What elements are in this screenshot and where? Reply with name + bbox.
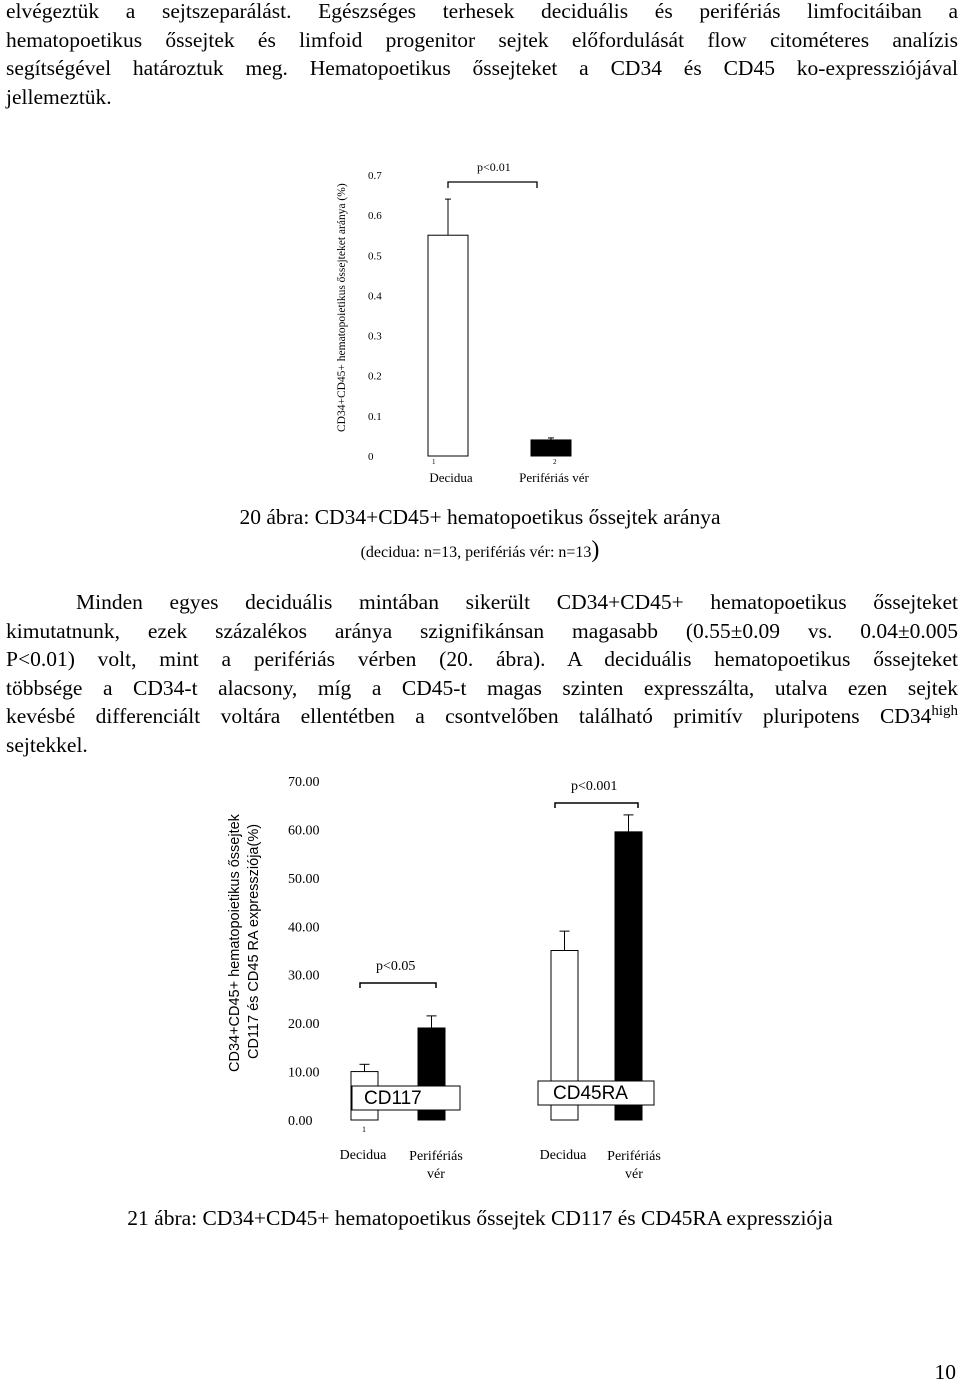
fig21-ytick-label: 30.00 [288,968,320,984]
fig21-cd45ra-significance: p<0.001 [571,779,618,794]
body-line: sejtekkel. [6,732,88,757]
fig21-ytick-label: 60.00 [288,823,320,839]
body-line: többsége a CD34-t alacsony, míg a CD45-t magas szinten expresszálta, utalva ezen sejtek [6,675,958,700]
fig21-cd45ra-group-label: CD45RA [553,1083,628,1104]
fig20-bar [531,440,571,456]
figure-20-caption: 20 ábra: CD34+CD45+ hematopoetikus őssejtek aránya [239,505,721,529]
fig21-cd117-significance: p<0.05 [376,959,416,974]
figure-21-caption: 21 ábra: CD34+CD45+ hematopoetikus őssejtek CD117 és CD45RA expressziója [127,1206,833,1230]
fig20-ylabel: CD34+CD45+ hematopoietikus őssejteket aránya (%) [336,183,348,432]
body-line5-sup: high [931,703,958,720]
body-line: kimutatnunk, ezek százalékos aránya szignifikánsan magasabb (0.55±0.09 vs. 0.04±0.005 [6,618,958,643]
fig21-ytick-label: 0.00 [288,1114,313,1129]
figure-20-subcaption-text: (decidua: n=13, perifériás vér: n=13 [360,544,592,561]
fig21-category-label: Perifériás [409,1149,463,1164]
fig21-cd117-bracket [360,983,436,988]
figure-20-chart [0,150,960,495]
fig21-category-label: Decidua [339,1148,387,1163]
fig20-category-label: Decidua [429,470,473,485]
fig20-significance: p<0.01 [477,160,511,174]
fig20-significance-bracket [448,182,537,188]
fig21-ylabel-line2: CD117 és CD45 RA expressziója(%) [246,823,262,1059]
intro-paragraph [6,0,958,111]
fig20-ytick-label: 0.3 [368,330,382,343]
body-line5-text: kevésbé differenciált voltára ellentétben a csontvelőben található primitív pluripotens CD34 [6,704,932,729]
fig21-ytick-label: 20.00 [288,1017,320,1033]
intro-line: hematopoetikus őssejtek és limfoid progenitor sejtek előfordulását flow citométeres analízis [6,27,958,52]
fig20-category-label: Perifériás vér [519,470,589,485]
fig21-category-label-cont: vér [427,1167,445,1182]
fig21-ytick-label: 40.00 [288,920,320,936]
fig21-cd117-group-label: CD117 [364,1088,422,1109]
body-paragraph [6,588,958,760]
fig21-ytick-label: 70.00 [288,775,320,790]
intro-line: elvégeztük a sejtszeparálást. Egészséges terhesek deciduális és perifériás limfocitáiban a [6,0,958,23]
fig21-tick-number: 1 [362,1125,366,1134]
fig20-ytick-label: 0.7 [368,170,382,182]
fig20-ytick-label: 0.1 [368,410,382,423]
body-line: Minden egyes deciduális mintában sikerült CD34+CD45+ hematopoetikus őssejteket [76,590,958,614]
page-number: 10 [934,1360,956,1384]
fig20-category-number: 1 [432,458,436,466]
fig20-ytick-label: 0.2 [368,370,382,383]
figure-20-subcaption [0,537,960,564]
fig20-ytick-label: 0 [368,451,374,463]
figure-20-subcaption-paren: ) [591,537,600,563]
body-line [6,702,958,731]
fig20-ytick-label: 0.5 [368,250,382,263]
fig21-ytick-label: 50.00 [288,871,320,887]
fig21-cd45ra-bracket [555,803,638,808]
fig21-bar [615,832,642,1120]
intro-line: segítségével határoztuk meg. Hematopoetikus őssejteket a CD34 és CD45 ko-expressziójával [6,56,958,81]
fig21-category-label: Decidua [539,1148,587,1163]
fig20-category-number: 2 [553,458,557,466]
fig21-category-label: Perifériás [607,1149,661,1164]
fig21-category-label-cont: vér [625,1167,643,1182]
body-line: P<0.01) volt, mint a perifériás vérben (20. ábra). A deciduális hematopoetikus őssejteket [6,647,958,672]
fig21-ylabel-line1: CD34+CD45+ hematopoietikus őssejtek [227,814,243,1072]
intro-line: jellemeztük. [6,84,112,109]
fig21-ytick-label: 10.00 [288,1065,320,1081]
fig20-bar [428,235,468,456]
figure-21-chart [0,765,960,1190]
fig20-ytick-label: 0.4 [368,290,382,303]
fig20-ytick-label: 0.6 [368,210,382,223]
